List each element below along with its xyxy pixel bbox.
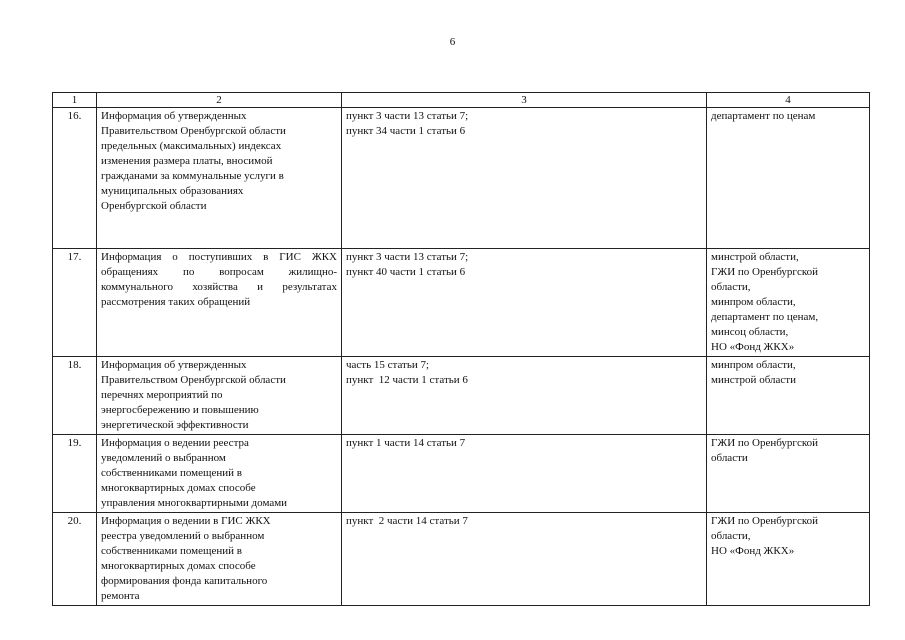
info-cell [97,435,342,513]
row-number: 17. [53,249,97,357]
info-cell-line: собственниками помещений в [101,467,242,479]
document-table [52,92,870,606]
row-number: 19. [53,435,97,513]
table-row [53,435,870,513]
row-number: 16. [53,108,97,249]
info-cell-line: собственниками помещений в [101,545,242,557]
basis-cell-line: пункт 34 части 1 статьи 6 [346,125,466,137]
responsible-cell-line: минстрой области [711,374,796,386]
info-cell-line: Информация о ведении реестра [101,437,249,449]
basis-cell [342,513,707,606]
basis-cell [342,435,707,513]
responsible-cell-line: департамент по ценам, [711,311,819,323]
basis-cell-line: пункт 40 части 1 статьи 6 [346,266,466,278]
responsible-cell [707,513,870,606]
info-cell-line: энергосбережению и повышению [101,404,259,416]
basis-cell [342,108,707,249]
info-cell-line: предельных (максимальных) индексах [101,140,282,152]
info-cell-line: формирования фонда капитального [101,575,268,587]
table-row [53,357,870,435]
info-cell-line: перечнях мероприятий по [101,389,223,401]
basis-cell-line: пункт 3 части 13 статьи 7; [346,251,469,263]
info-cell-line: ремонта [101,590,140,602]
responsible-cell-line: области, [711,281,751,293]
responsible-cell [707,249,870,357]
info-cell-line: Правительством Оренбургской области [101,374,286,386]
page-number: 6 [449,36,456,48]
table-header-row [53,93,870,108]
info-cell-line: многоквартирных домах способе [101,560,256,572]
row-number: 18. [53,357,97,435]
column-header: 1 [53,93,97,108]
info-cell-line: рассмотрения таких обращений [101,296,251,308]
responsible-cell-line: ГЖИ по Оренбургской [711,437,819,449]
column-header: 2 [97,93,342,108]
info-cell-line: Информация о ведении в ГИС ЖКХ [101,515,271,527]
info-cell-line: Информация об утвержденных [101,110,247,122]
info-cell-line: Правительством Оренбургской области [101,125,286,137]
responsible-cell-line: области, [711,530,751,542]
info-cell-line: изменения размера платы, вносимой [101,155,273,167]
info-cell-line: Оренбургской области [101,200,207,212]
responsible-cell-line: минпром области, [711,296,796,308]
responsible-cell-line: НО «Фонд ЖКХ» [711,341,795,353]
info-cell-line: Информация о поступивших в ГИС ЖКХ [101,251,337,263]
column-header: 4 [707,93,870,108]
responsible-cell-line: НО «Фонд ЖКХ» [711,545,795,557]
responsible-cell [707,435,870,513]
info-cell-line: реестра уведомлений о выбранном [101,530,265,542]
row-number: 20. [53,513,97,606]
table-row [53,108,870,249]
info-cell-line: многоквартирных домах способе [101,482,256,494]
responsible-cell [707,357,870,435]
basis-cell-line: пункт 1 части 14 статьи 7 [346,437,466,449]
responsible-cell-line: департамент по ценам [711,110,816,122]
column-header: 3 [342,93,707,108]
info-cell-line: управления многоквартирными домами [101,497,288,509]
info-cell-line: муниципальных образованиях [101,185,244,197]
responsible-cell-line: области [711,452,748,464]
responsible-cell [707,108,870,249]
info-cell-line: уведомлений о выбранном [101,452,226,464]
responsible-cell-line: минстрой области, [711,251,799,263]
info-cell [97,108,342,249]
basis-cell-line: пункт 12 части 1 статьи 6 [346,374,468,386]
responsible-cell-line: ГЖИ по Оренбургской [711,266,819,278]
table-row [53,249,870,357]
info-cell-line: энергетической эффективности [101,419,249,431]
info-cell [97,513,342,606]
info-cell-line: обращениях по вопросам жилищно- [101,266,337,278]
responsible-cell-line: минпром области, [711,359,796,371]
info-cell-line: Информация об утвержденных [101,359,247,371]
info-cell-line: коммунального хозяйства и результатах [101,281,337,293]
basis-cell [342,357,707,435]
info-cell-line: гражданами за коммунальные услуги в [101,170,284,182]
info-cell [97,249,342,357]
responsible-cell-line: минсоц области, [711,326,789,338]
basis-cell [342,249,707,357]
info-cell [97,357,342,435]
table-row [53,513,870,606]
basis-cell-line: пункт 2 части 14 статьи 7 [346,515,468,527]
basis-cell-line: часть 15 статьи 7; [346,359,430,371]
basis-cell-line: пункт 3 части 13 статьи 7; [346,110,469,122]
responsible-cell-line: ГЖИ по Оренбургской [711,515,819,527]
